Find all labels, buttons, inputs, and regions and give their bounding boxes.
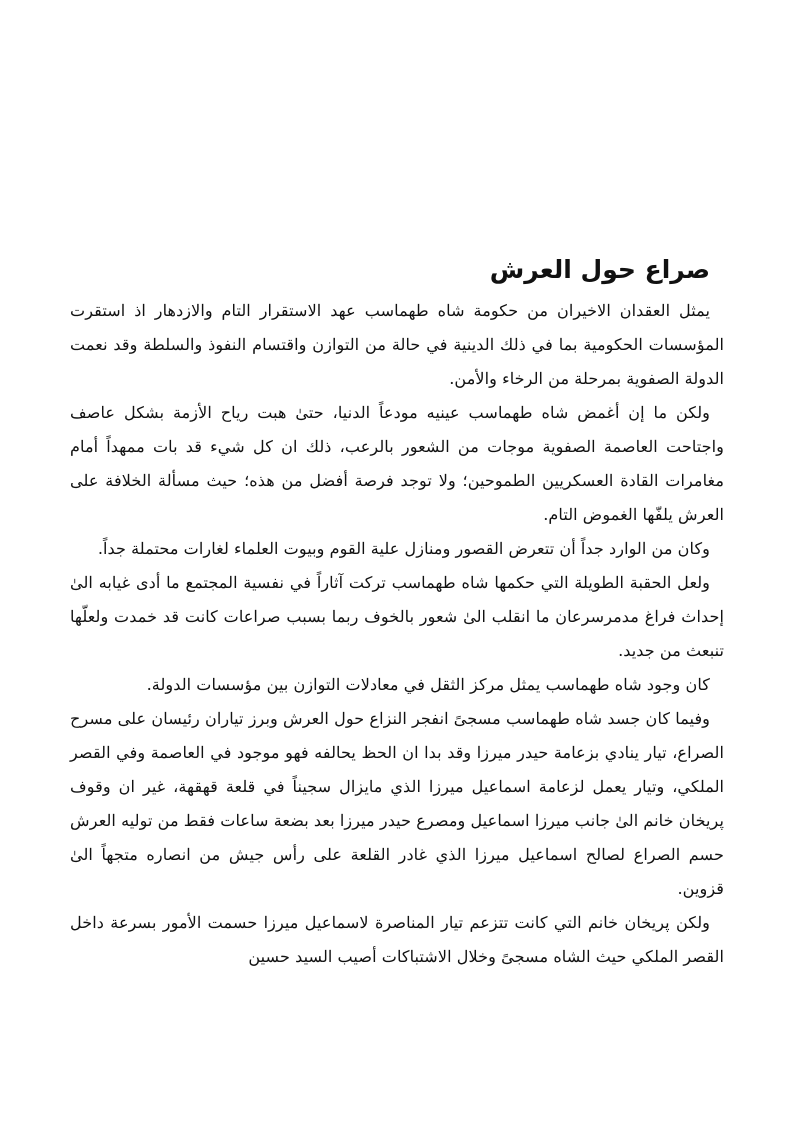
page-title: صراع حول العرش	[489, 255, 710, 284]
document-page	[70, 250, 724, 974]
paragraph-6: وفيما كان جسد شاه طهماسب مسجىً انفجر النزاع حول العرش وبرز تياران رئيسان على مسرح الصراع، تيار ينادي بزعامة حيدر ميرزا وقد بدا ان الحظ يحالفه فهو موجود في العاصمة وفي القصر الملكي، وتيار يعمل لزعامة اسماعيل ميرزا الذي مايزال سجيناً في قلعة قهقهة، غير ان وقوف پريخان خانم الىٰ جانب ميرزا اسماعيل ومصرع حيدر ميرزا بعد بضعة ساعات فقط من توليه العرش حسم الصراع لصالح اسماعيل ميرزا الذي غادر القلعة على رأس جيش من انصاره متجهاً الىٰ قزوين.	[70, 709, 724, 898]
paragraph-1: يمثل العقدان الاخيران من حكومة شاه طهماسب عهد الاستقرار التام والازدهار اذ استقرت المؤسسات الحكومية بما في ذلك الدينية في حالة من التوازن واقتسام النفوذ والسلطة وقد نعمت الدولة الصفوية بمرحلة من الرخاء والأمن.	[70, 301, 724, 388]
paragraph-4: ولعل الحقبة الطويلة التي حكمها شاه طهماسب تركت آثاراً في نفسية المجتمع ما أدى غيابه الىٰ إحداث فراغ مدمرسرعان ما انقلب الىٰ شعور بالخوف ربما بسبب صراعات كانت قد خمدت ولعلّها تنبعث من جديد.	[70, 573, 724, 660]
paragraph-3: وكان من الوارد جداً أن تتعرض القصور ومنازل علية القوم وبيوت العلماء لغارات محتملة جداً.	[97, 539, 710, 558]
paragraph-7: ولكن پريخان خانم التي كانت تتزعم تيار المناصرة لاسماعيل ميرزا حسمت الأمور بسرعة داخل القصر الملكي حيث الشاه مسجىً وخلال الاشتباكات أصيب السيد حسين	[70, 913, 724, 966]
paragraph-5: كان وجود شاه طهماسب يمثل مركز الثقل في معادلات التوازن بين مؤسسات الدولة.	[146, 675, 710, 694]
paragraph-2: ولكن ما إن أغمض شاه طهماسب عينيه مودعاً الدنيا، حتىٰ هبت رياح الأزمة بشكل عاصف واجتاحت العاصمة الصفوية موجات من الشعور بالرعب، ذلك ان كل شيء قد بات ممهداً أمام مغامرات القادة العسكريين الطموحين؛ ولا توجد فرصة أفضل من هذه؛ حيث مسألة الخلافة على العرش يلفّها الغموض التام.	[70, 403, 724, 524]
